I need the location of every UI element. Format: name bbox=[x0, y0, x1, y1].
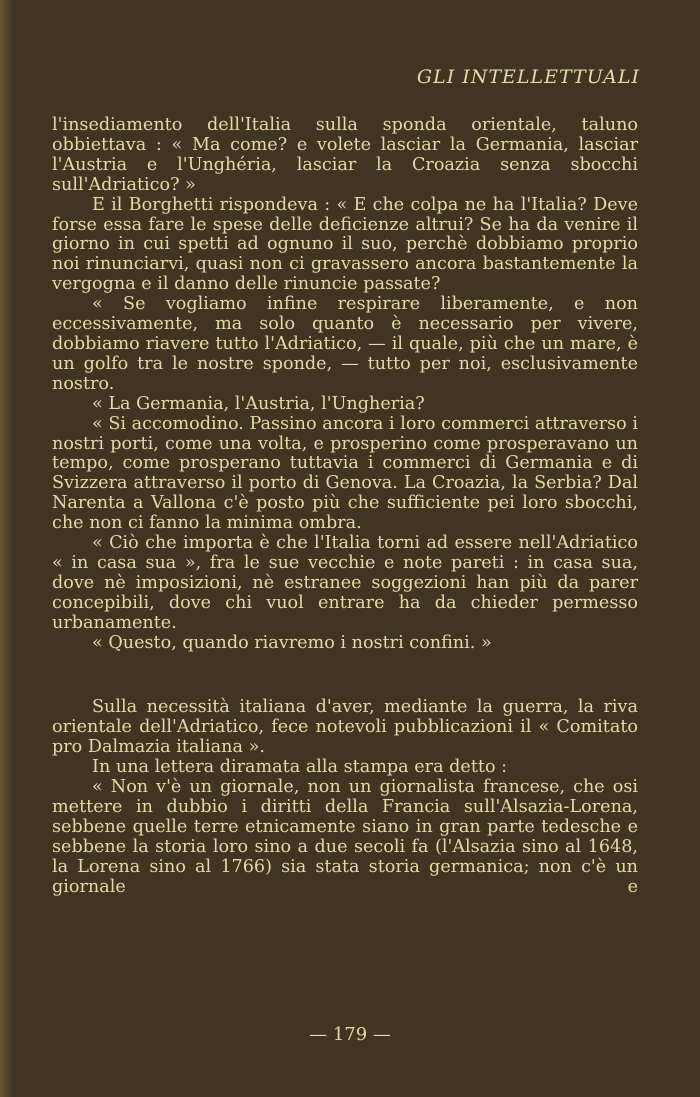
paragraph: « Non v'è un giornale, non un giornalista francese, che osi mettere in dubbio i diritti della Francia sull'Alsazia-Lorena, sebbene quelle terre etnicamente siano in gran parte tedesche e sebbene la storia loro sino a due secoli fa (l'Alsazia sino al 1648, la Lorena sino al 1766) sia stata storia germanica; non c'è un giornale e bbox=[52, 777, 638, 897]
paragraph: « Si accomodino. Passino ancora i loro commerci attraverso i nostri porti, come una volta, e prosperino come prosperavano un tempo, come prosperano tuttavia i commerci di Germania e di Svizzera attraverso il porto di Genova. La Croazia, la Serbia? Dal Narenta a Vallona c'è posto più che sufficiente pei loro sbocchi, che non ci fanno la minima ombra. bbox=[52, 413, 638, 534]
paragraph: « La Germania, l'Austria, l'Ungheria? bbox=[92, 393, 425, 414]
paragraph: In una lettera diramata alla stampa era detto : bbox=[92, 757, 508, 778]
page-edge-shadow bbox=[0, 0, 14, 1097]
paragraph: « Ciò che importa è che l'Italia torni ad essere nell'Adriatico « in casa sua », fra le sue vecchie e note pareti : in casa sua, dove nè imposizioni, nè estranee soggezioni han più da parer concepibili, dove chi vuol entrare ha da chieder permesso urbanamente. bbox=[52, 533, 638, 633]
paragraph: l'insediamento dell'Italia sulla sponda orientale, taluno obbiettava : « Ma come? e volete lasciar la Germania, lasciar l'Austria e l'Unghéria, lasciar la Croazia senza sbocchi sull'Adriatico? » bbox=[52, 115, 638, 195]
body-text bbox=[52, 116, 638, 898]
paragraph: « Questo, quando riavremo i nostri confini. » bbox=[92, 632, 492, 653]
page-number: — 179 — bbox=[309, 1024, 391, 1045]
paragraph: Sulla necessità italiana d'aver, mediante la guerra, la riva orientale dell'Adriatico, fece notevoli pubblicazioni il « Comitato pro Dalmazia italiana ». bbox=[52, 697, 638, 758]
running-header: GLI INTELLETTUALI bbox=[416, 66, 640, 88]
paragraph: « Se vogliamo infine respirare liberamente, e non eccessivamente, ma solo quanto è necessario per vivere, dobbiamo riavere tutto l'Adriatico, — il quale, più che un mare, è un golfo tra le nostre sponde, — tutto per noi, esclusivamente nostro. bbox=[52, 294, 638, 394]
paragraph: E il Borghetti rispondeva : « E che colpa ne ha l'Italia? Deve forse essa fare le spese delle deficienze altrui? Se ha da venire il giorno in cui spetti ad ognuno il suo, perchè dobbiamo proprio noi rinunciarvi, quasi non ci gravassero ancora bastantemente la vergogna e il danno delle rinuncie passate? bbox=[52, 194, 638, 295]
